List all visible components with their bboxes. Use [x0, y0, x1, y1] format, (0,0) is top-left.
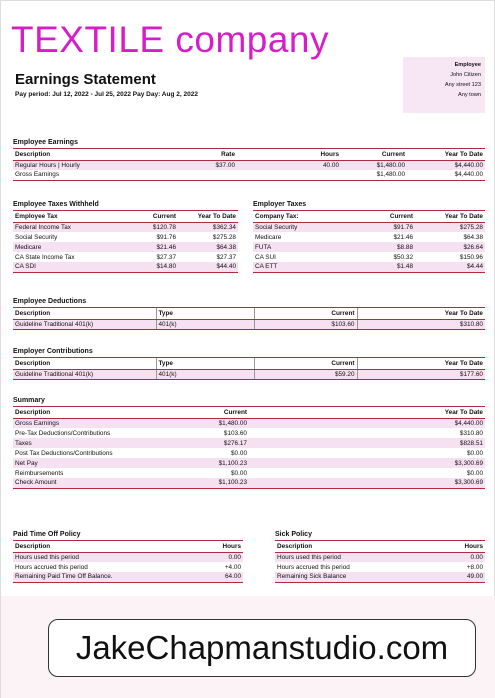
table-row — [13, 319, 485, 329]
cell: $26.64 — [415, 242, 485, 252]
col-description: Description — [13, 308, 156, 319]
col-rate: Rate — [173, 149, 237, 160]
cell: $0.00 — [231, 469, 247, 477]
cell: 401(k) — [156, 369, 254, 379]
pto-policy-section — [13, 531, 243, 583]
col-employee-tax: Employee Tax — [13, 211, 113, 222]
cell: $1,480.00 — [341, 160, 407, 170]
table-row — [13, 252, 238, 262]
col-current: Current — [353, 211, 415, 222]
cell: Remaining Paid Time Off Balance. — [13, 572, 163, 582]
table-row — [253, 242, 485, 252]
table-row — [13, 458, 485, 468]
employee-taxes-section — [13, 201, 238, 273]
col-ytd: Year To Date — [178, 211, 238, 222]
col-ytd: Year To Date — [249, 407, 485, 418]
cell: $4.44 — [415, 262, 485, 272]
cell: CA State Income Tax — [15, 253, 75, 261]
table-row — [253, 252, 485, 262]
cell: $21.46 — [113, 242, 178, 252]
col-current: Current — [113, 211, 178, 222]
col-description: Description — [275, 541, 415, 552]
cell: $275.28 — [212, 233, 236, 241]
col-description: Description — [13, 407, 173, 418]
cell: $1,480.00 — [341, 170, 407, 180]
table-row — [253, 232, 485, 242]
employer-taxes-table — [253, 211, 485, 273]
table-row — [253, 262, 485, 272]
cell: $37.00 — [173, 160, 237, 170]
cell: 40.00 — [237, 160, 341, 170]
summary-table — [13, 407, 485, 489]
cell: $64.38 — [178, 242, 238, 252]
employee-street: Any street 123 — [444, 82, 481, 88]
col-type: Type — [156, 308, 254, 319]
cell: $310.80 — [459, 429, 483, 437]
watermark-banner: JakeChapmanstudio.com — [48, 619, 476, 677]
cell: Pre-Tax Deductions/Contributions — [15, 429, 111, 437]
cell: Hours accrued this period — [15, 563, 88, 571]
cell: $3,300.69 — [249, 458, 485, 468]
cell: CA SDI — [13, 262, 113, 272]
cell: $103.60 — [223, 429, 247, 437]
table-row — [13, 448, 485, 458]
cell: FUTA — [253, 242, 353, 252]
cell: $27.37 — [216, 253, 236, 261]
cell: $91.76 — [353, 222, 415, 232]
cell: Social Security — [253, 222, 353, 232]
employee-earnings-section — [13, 139, 485, 181]
cell: 49.00 — [415, 572, 485, 582]
col-description: Description — [13, 149, 173, 160]
employer-contributions-table — [13, 358, 485, 380]
cell: Hours accrued this period — [277, 563, 350, 571]
pto-policy-table — [13, 541, 243, 583]
cell: Federal Income Tax — [13, 222, 113, 232]
cell: 401(k) — [156, 319, 254, 329]
section-title: Employer Contributions — [13, 348, 485, 358]
col-description: Description — [13, 541, 163, 552]
table-row — [13, 438, 485, 448]
cell: $177.60 — [357, 369, 485, 379]
cell: Guideline Traditional 401(k) — [13, 319, 156, 329]
cell: $120.78 — [113, 222, 178, 232]
cell: $0.00 — [231, 449, 247, 457]
section-title: Paid Time Off Policy — [13, 531, 243, 541]
cell: $91.76 — [156, 233, 176, 241]
table-row — [13, 262, 238, 272]
table-row — [275, 552, 485, 562]
table-row — [13, 222, 238, 232]
cell: $828.51 — [249, 438, 485, 448]
company-name: TEXTILE company — [11, 19, 330, 60]
cell: 0.00 — [163, 552, 243, 562]
cell: Reimbursements — [15, 469, 64, 477]
employer-contributions-section — [13, 348, 485, 380]
section-title: Sick Policy — [275, 531, 485, 541]
table-row — [13, 468, 485, 478]
cell: Social Security — [15, 233, 58, 241]
cell: $103.60 — [254, 319, 357, 329]
cell: $4,440.00 — [407, 160, 485, 170]
employee-taxes-table — [13, 211, 238, 273]
cell: $362.34 — [178, 222, 238, 232]
table-row — [13, 242, 238, 252]
table-row — [13, 478, 485, 488]
table-row — [13, 369, 485, 379]
cell: Net Pay — [13, 458, 173, 468]
col-current: Current — [254, 358, 357, 369]
cell: Check Amount — [13, 478, 173, 488]
col-current: Current — [173, 407, 249, 418]
table-row — [13, 232, 238, 242]
table-row — [13, 428, 485, 438]
cell: $59.20 — [254, 369, 357, 379]
col-hours: Hours — [237, 149, 341, 160]
col-hours: Hours — [415, 541, 485, 552]
cell: +4.00 — [224, 563, 241, 571]
table-row — [13, 572, 243, 582]
cell: $1.48 — [353, 262, 415, 272]
cell: Guideline Traditional 401(k) — [13, 369, 156, 379]
cell: $27.37 — [156, 253, 176, 261]
employee-info-box — [403, 57, 485, 113]
col-current: Current — [254, 308, 357, 319]
cell: $1,100.23 — [173, 478, 249, 488]
col-ytd: Year To Date — [415, 211, 485, 222]
employee-town: Any town — [457, 92, 481, 98]
cell: $50.32 — [393, 253, 413, 261]
col-type: Type — [156, 358, 254, 369]
cell: $1,480.00 — [173, 418, 249, 428]
cell: Gross Earnings — [13, 418, 173, 428]
cell: 0.00 — [415, 552, 485, 562]
table-row — [13, 160, 485, 170]
table-row — [13, 552, 243, 562]
cell: $64.38 — [463, 233, 483, 241]
cell: Hours used this period — [275, 552, 415, 562]
table-row — [275, 572, 485, 582]
col-company-tax: Company Tax: — [253, 211, 353, 222]
table-row — [13, 170, 485, 180]
col-hours: Hours — [163, 541, 243, 552]
col-ytd: Year To Date — [357, 358, 485, 369]
employee-earnings-table — [13, 149, 485, 181]
section-title: Employee Taxes Withheld — [13, 201, 238, 211]
section-title: Employee Deductions — [13, 298, 485, 308]
cell: Gross Earnings — [13, 170, 173, 180]
cell: $4,440.00 — [407, 170, 485, 180]
cell: 64.00 — [163, 572, 243, 582]
cell: CA ETT — [253, 262, 353, 272]
cell: $310.80 — [357, 319, 485, 329]
cell: Medicare — [255, 233, 282, 241]
cell: Hours used this period — [13, 552, 163, 562]
summary-section — [13, 397, 485, 489]
cell: $276.17 — [173, 438, 249, 448]
col-description: Description — [13, 358, 156, 369]
table-row — [13, 418, 485, 428]
statement-title: Earnings Statement — [15, 71, 156, 88]
table-row — [13, 562, 243, 572]
col-current: Current — [341, 149, 407, 160]
sick-policy-table — [275, 541, 485, 583]
section-title: Employee Earnings — [13, 139, 485, 149]
cell: Medicare — [13, 242, 113, 252]
employee-deductions-section — [13, 298, 485, 330]
cell: $0.00 — [467, 469, 483, 477]
cell — [237, 170, 341, 180]
employee-heading: Employee — [454, 62, 481, 68]
cell: $275.28 — [415, 222, 485, 232]
cell: $4,440.00 — [249, 418, 485, 428]
cell: $21.46 — [393, 233, 413, 241]
section-title: Summary — [13, 397, 485, 407]
cell: $14.80 — [113, 262, 178, 272]
table-row — [275, 562, 485, 572]
cell: $150.96 — [459, 253, 483, 261]
col-ytd: Year To Date — [407, 149, 485, 160]
cell: $8.88 — [353, 242, 415, 252]
cell: $44.40 — [178, 262, 238, 272]
employee-deductions-table — [13, 308, 485, 330]
employer-taxes-section — [253, 201, 485, 273]
pay-period: Pay period: Jul 12, 2022 - Jul 25, 2022 Pay Day: Aug 2, 2022 — [15, 91, 198, 98]
section-title: Employer Taxes — [253, 201, 485, 211]
sick-policy-section — [275, 531, 485, 583]
cell: $0.00 — [467, 449, 483, 457]
cell: $3,300.69 — [249, 478, 485, 488]
cell: CA SUI — [255, 253, 276, 261]
cell: Regular Hours | Hourly — [13, 160, 173, 170]
cell: +8.00 — [466, 563, 483, 571]
cell: Taxes — [13, 438, 173, 448]
employee-name: John Citizen — [450, 72, 481, 78]
table-row — [253, 222, 485, 232]
col-ytd: Year To Date — [357, 308, 485, 319]
cell: Remaining Sick Balance — [275, 572, 415, 582]
cell — [173, 170, 237, 180]
cell: $1,100.23 — [173, 458, 249, 468]
cell: Post Tax Deductions/Contributions — [15, 449, 113, 457]
